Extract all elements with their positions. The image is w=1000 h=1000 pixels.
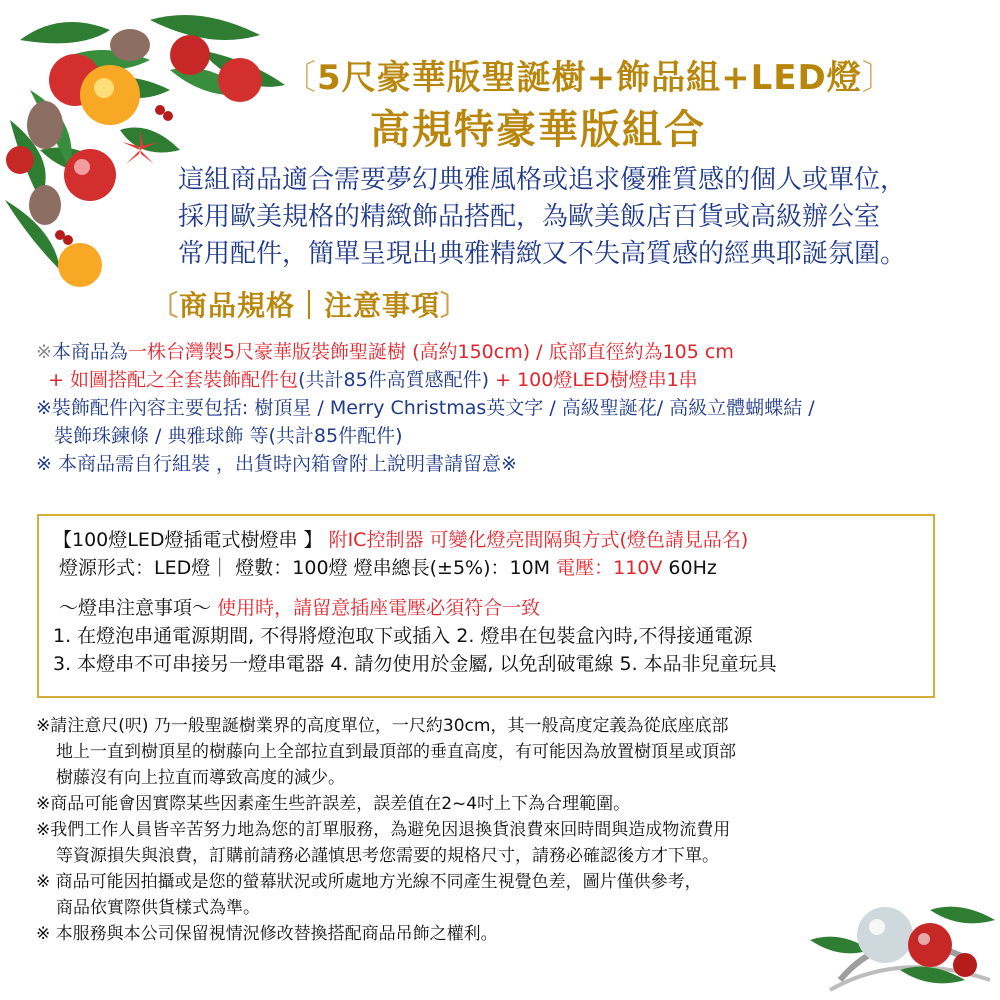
title-bracket-close: 〕 <box>861 58 897 98</box>
box-note-line: 3. 本燈串不可串接另一燈串電器 4. 請勿使用於金屬, 以免刮破電線 5. 本品非兒童玩具 <box>53 653 777 675</box>
spec-line: 裝飾珠鍊條 / 典雅球飾 等(共計85件配件) <box>54 425 403 447</box>
spec-line: + 如圖搭配之全套裝飾配件包(共計85件高質感配件) + 100燈LED樹燈串1串 <box>48 369 698 391</box>
note-line: ※ 商品可能因拍攝或是您的螢幕狀況或所處地方光線不同產生視覺色差，圖片僅供參考， <box>36 872 702 892</box>
page-subtitle: 高規特豪華版組合 <box>370 107 706 153</box>
box-heading: 【100燈LED燈插電式樹燈串 】 附IC控制器 可變化燈亮間隔與方式(燈色請見品名) <box>53 529 749 551</box>
note-line: ※ 本服務與本公司保留視情況修改替換搭配商品吊飾之權利。 <box>36 924 498 944</box>
title-bracket-open: 〔 <box>282 58 317 98</box>
page-title <box>282 50 897 99</box>
spec-line: ※裝飾配件內容主要包括: 樹頂星 / Merry Christmas英文字 / 高級聖誕花/ 高級立體蝴蝶結 / <box>36 397 815 419</box>
led-light-string-box <box>37 514 935 698</box>
note-line: ※請注意尺(呎) 乃一般聖誕樹業界的高度單位，一尺約30cm，其一般高度定義為從底座底部 <box>36 716 729 736</box>
note-line: 樹藤沒有向上拉直而導致高度的減少。 <box>56 768 345 788</box>
box-notes-title: ～燈串注意事項～ 使用時，請留意插座電壓必須符合一致 <box>59 597 541 619</box>
section-heading-label: 商品規格｜注意事項 <box>179 289 441 322</box>
spec-line: ※ 本商品需自行組裝 ，出貨時內箱會附上說明書請留意※ <box>36 453 517 475</box>
section-bracket-open: 〔 <box>150 289 180 322</box>
intro-line: 常用配件，簡單呈現出典雅精緻又不失高質感的經典耶誕氛圍。 <box>178 239 907 269</box>
intro-line: 這組商品適合需要夢幻典雅風格或追求優雅質感的個人或單位， <box>178 165 907 195</box>
intro-line: 採用歐美規格的精緻飾品搭配，為歐美飯店百貨或高級辦公室 <box>178 202 881 232</box>
note-line: 地上一直到樹頂星的樹藤向上全部拉直到最頂部的垂直高度，有可能因為放置樹頂星或頂部 <box>56 742 736 762</box>
intro-paragraph <box>178 162 978 273</box>
title-line1-text: 5尺豪華版聖誕樹+飾品組+LED燈 <box>317 58 862 98</box>
note-line: 商品依實際供貨樣式為準。 <box>56 898 260 918</box>
note-line: 等資源損失與浪費，訂購前請務必謹慎思考您需要的規格尺寸，請務必確認後方才下單。 <box>56 846 719 866</box>
product-specs <box>36 338 976 478</box>
section-heading <box>150 284 469 324</box>
note-line: ※我們工作人員皆辛苦努力地為您的訂單服務，為避免因退換貨浪費來回時間與造成物流費用 <box>36 820 731 840</box>
note-line: ※商品可能會因實際某些因素產生些許誤差，誤差值在2~4吋上下為合理範圍。 <box>36 794 631 814</box>
section-bracket-close: 〕 <box>440 289 470 322</box>
notes-section <box>36 713 956 947</box>
box-spec-line: 燈源形式：LED燈｜ 燈數：100燈 燈串總長(±5%)：10M 電壓：110V 60Hz <box>59 557 717 579</box>
box-note-line: 1. 在燈泡串通電源期間, 不得將燈泡取下或插入 2. 燈串在包裝盒內時,不得接通電源 <box>53 625 753 647</box>
spec-line: ※本商品為一株台灣製5尺豪華版裝飾聖誕樹 (高約150cm) / 底部直徑約為105 cm <box>36 341 734 363</box>
